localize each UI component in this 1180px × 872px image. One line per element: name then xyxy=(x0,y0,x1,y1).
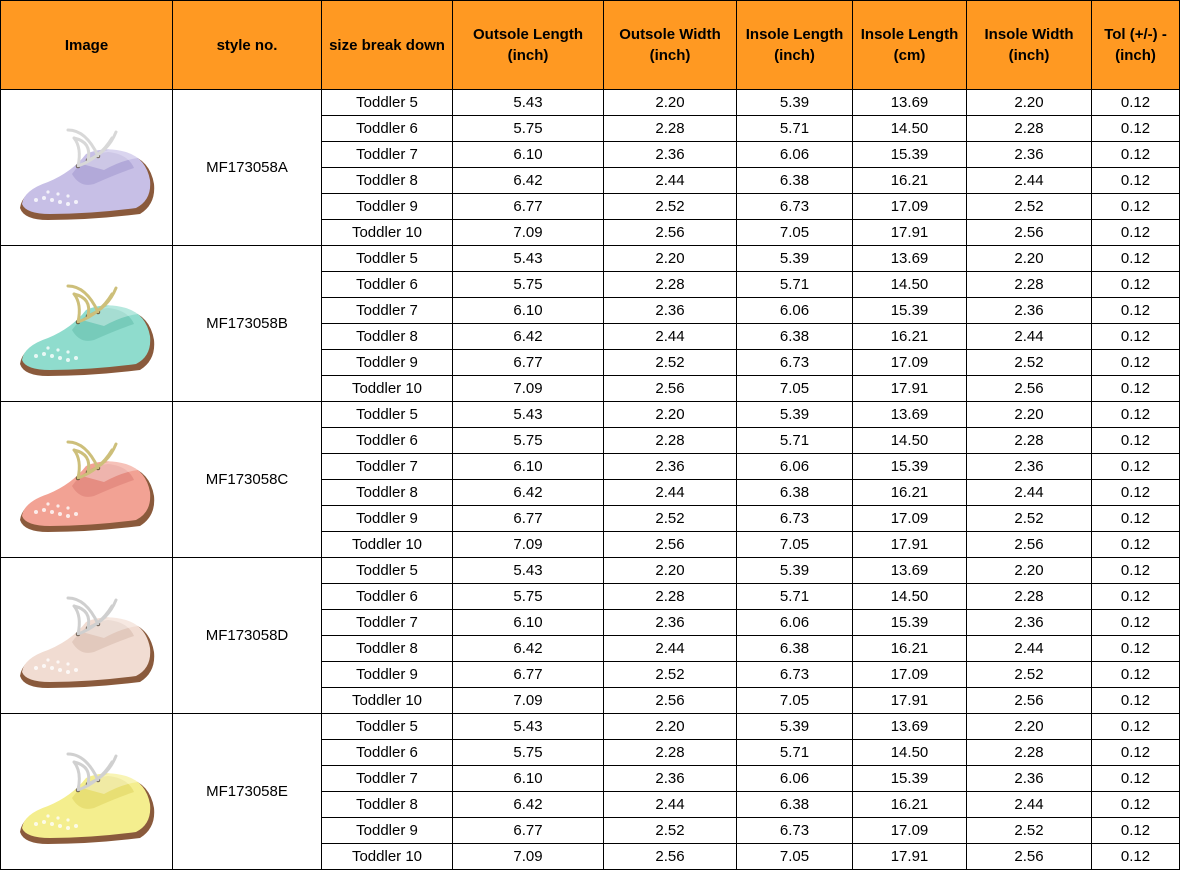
insole-width-inch-cell: 2.20 xyxy=(967,246,1092,272)
tolerance-inch-cell: 0.12 xyxy=(1092,272,1180,298)
header-outsole-width-inch: Outsole Width (inch) xyxy=(604,1,737,90)
insole-width-inch-cell: 2.56 xyxy=(967,532,1092,558)
insole-width-inch-cell: 2.52 xyxy=(967,506,1092,532)
header-outsole-length-inch: Outsole Length (inch) xyxy=(453,1,604,90)
product-image-cell xyxy=(1,402,173,558)
insole-width-inch-cell: 2.36 xyxy=(967,610,1092,636)
insole-length-cm-cell: 17.09 xyxy=(853,818,967,844)
insole-length-inch-cell: 6.06 xyxy=(737,298,853,324)
insole-length-cm-cell: 13.69 xyxy=(853,246,967,272)
size-cell: Toddler 6 xyxy=(322,740,453,766)
tolerance-inch-cell: 0.12 xyxy=(1092,142,1180,168)
insole-length-cm-cell: 16.21 xyxy=(853,636,967,662)
outsole-width-inch-cell: 2.28 xyxy=(604,740,737,766)
lavender-shoe-image xyxy=(12,108,162,228)
outsole-length-inch-cell: 7.09 xyxy=(453,376,604,402)
insole-width-inch-cell: 2.36 xyxy=(967,766,1092,792)
product-image-cell xyxy=(1,246,173,402)
outsole-length-inch-cell: 6.10 xyxy=(453,610,604,636)
insole-length-inch-cell: 6.06 xyxy=(737,454,853,480)
insole-length-inch-cell: 6.06 xyxy=(737,142,853,168)
insole-length-cm-cell: 16.21 xyxy=(853,168,967,194)
size-cell: Toddler 10 xyxy=(322,220,453,246)
insole-width-inch-cell: 2.56 xyxy=(967,844,1092,870)
outsole-length-inch-cell: 5.75 xyxy=(453,272,604,298)
insole-length-inch-cell: 6.38 xyxy=(737,480,853,506)
insole-length-cm-cell: 17.91 xyxy=(853,532,967,558)
outsole-length-inch-cell: 6.77 xyxy=(453,818,604,844)
tolerance-inch-cell: 0.12 xyxy=(1092,480,1180,506)
insole-width-inch-cell: 2.28 xyxy=(967,428,1092,454)
tolerance-inch-cell: 0.12 xyxy=(1092,168,1180,194)
insole-length-cm-cell: 16.21 xyxy=(853,792,967,818)
outsole-width-inch-cell: 2.44 xyxy=(604,480,737,506)
insole-length-cm-cell: 14.50 xyxy=(853,584,967,610)
tolerance-inch-cell: 0.12 xyxy=(1092,298,1180,324)
insole-length-inch-cell: 5.71 xyxy=(737,584,853,610)
size-cell: Toddler 9 xyxy=(322,506,453,532)
outsole-width-inch-cell: 2.20 xyxy=(604,90,737,116)
outsole-length-inch-cell: 5.43 xyxy=(453,90,604,116)
tolerance-inch-cell: 0.12 xyxy=(1092,454,1180,480)
size-cell: Toddler 8 xyxy=(322,168,453,194)
header-insole-length-cm: Insole Length (cm) xyxy=(853,1,967,90)
outsole-length-inch-cell: 5.75 xyxy=(453,116,604,142)
insole-length-cm-cell: 14.50 xyxy=(853,740,967,766)
outsole-width-inch-cell: 2.52 xyxy=(604,350,737,376)
size-cell: Toddler 8 xyxy=(322,480,453,506)
tolerance-inch-cell: 0.12 xyxy=(1092,714,1180,740)
tolerance-inch-cell: 0.12 xyxy=(1092,636,1180,662)
insole-width-inch-cell: 2.28 xyxy=(967,740,1092,766)
coral-shoe-image xyxy=(12,420,162,540)
insole-length-cm-cell: 14.50 xyxy=(853,116,967,142)
outsole-length-inch-cell: 6.42 xyxy=(453,636,604,662)
tolerance-inch-cell: 0.12 xyxy=(1092,402,1180,428)
header-image: Image xyxy=(1,1,173,90)
insole-length-cm-cell: 15.39 xyxy=(853,298,967,324)
insole-length-inch-cell: 7.05 xyxy=(737,532,853,558)
outsole-width-inch-cell: 2.36 xyxy=(604,766,737,792)
insole-length-cm-cell: 16.21 xyxy=(853,324,967,350)
tolerance-inch-cell: 0.12 xyxy=(1092,506,1180,532)
tolerance-inch-cell: 0.12 xyxy=(1092,792,1180,818)
header-insole-length-inch: Insole Length (inch) xyxy=(737,1,853,90)
insole-width-inch-cell: 2.36 xyxy=(967,454,1092,480)
insole-length-inch-cell: 6.73 xyxy=(737,350,853,376)
outsole-width-inch-cell: 2.56 xyxy=(604,688,737,714)
tolerance-inch-cell: 0.12 xyxy=(1092,844,1180,870)
size-cell: Toddler 9 xyxy=(322,194,453,220)
insole-width-inch-cell: 2.44 xyxy=(967,480,1092,506)
insole-length-inch-cell: 6.73 xyxy=(737,506,853,532)
size-cell: Toddler 9 xyxy=(322,818,453,844)
tolerance-inch-cell: 0.12 xyxy=(1092,350,1180,376)
outsole-length-inch-cell: 6.10 xyxy=(453,454,604,480)
size-cell: Toddler 8 xyxy=(322,636,453,662)
outsole-length-inch-cell: 6.42 xyxy=(453,480,604,506)
insole-length-inch-cell: 6.73 xyxy=(737,662,853,688)
insole-width-inch-cell: 2.28 xyxy=(967,272,1092,298)
insole-width-inch-cell: 2.28 xyxy=(967,116,1092,142)
outsole-width-inch-cell: 2.36 xyxy=(604,142,737,168)
tolerance-inch-cell: 0.12 xyxy=(1092,90,1180,116)
insole-length-cm-cell: 13.69 xyxy=(853,402,967,428)
insole-length-inch-cell: 5.39 xyxy=(737,90,853,116)
outsole-width-inch-cell: 2.20 xyxy=(604,558,737,584)
outsole-length-inch-cell: 7.09 xyxy=(453,220,604,246)
size-cell: Toddler 7 xyxy=(322,454,453,480)
style-number-cell: MF173058A xyxy=(173,90,322,246)
outsole-length-inch-cell: 5.75 xyxy=(453,740,604,766)
outsole-width-inch-cell: 2.28 xyxy=(604,428,737,454)
outsole-width-inch-cell: 2.28 xyxy=(604,272,737,298)
style-number-cell: MF173058E xyxy=(173,714,322,870)
table-row xyxy=(1,558,1180,584)
size-cell: Toddler 9 xyxy=(322,662,453,688)
insole-width-inch-cell: 2.52 xyxy=(967,350,1092,376)
outsole-width-inch-cell: 2.20 xyxy=(604,402,737,428)
insole-width-inch-cell: 2.44 xyxy=(967,168,1092,194)
insole-width-inch-cell: 2.44 xyxy=(967,324,1092,350)
outsole-width-inch-cell: 2.44 xyxy=(604,792,737,818)
outsole-length-inch-cell: 5.43 xyxy=(453,246,604,272)
size-cell: Toddler 6 xyxy=(322,584,453,610)
outsole-width-inch-cell: 2.52 xyxy=(604,818,737,844)
tolerance-inch-cell: 0.12 xyxy=(1092,558,1180,584)
outsole-length-inch-cell: 6.77 xyxy=(453,350,604,376)
size-cell: Toddler 5 xyxy=(322,90,453,116)
insole-length-inch-cell: 5.71 xyxy=(737,116,853,142)
outsole-width-inch-cell: 2.52 xyxy=(604,194,737,220)
tolerance-inch-cell: 0.12 xyxy=(1092,740,1180,766)
insole-length-inch-cell: 5.71 xyxy=(737,272,853,298)
size-cell: Toddler 6 xyxy=(322,428,453,454)
tolerance-inch-cell: 0.12 xyxy=(1092,584,1180,610)
size-cell: Toddler 7 xyxy=(322,298,453,324)
size-cell: Toddler 10 xyxy=(322,376,453,402)
outsole-length-inch-cell: 5.75 xyxy=(453,428,604,454)
outsole-width-inch-cell: 2.52 xyxy=(604,662,737,688)
size-cell: Toddler 7 xyxy=(322,610,453,636)
size-cell: Toddler 5 xyxy=(322,246,453,272)
insole-length-inch-cell: 5.39 xyxy=(737,558,853,584)
outsole-width-inch-cell: 2.56 xyxy=(604,844,737,870)
size-cell: Toddler 10 xyxy=(322,844,453,870)
outsole-length-inch-cell: 7.09 xyxy=(453,532,604,558)
outsole-width-inch-cell: 2.28 xyxy=(604,116,737,142)
insole-length-cm-cell: 13.69 xyxy=(853,90,967,116)
tolerance-inch-cell: 0.12 xyxy=(1092,662,1180,688)
insole-length-inch-cell: 6.38 xyxy=(737,792,853,818)
size-cell: Toddler 8 xyxy=(322,324,453,350)
insole-length-inch-cell: 6.73 xyxy=(737,194,853,220)
product-image-cell xyxy=(1,714,173,870)
outsole-length-inch-cell: 6.10 xyxy=(453,766,604,792)
table-row xyxy=(1,402,1180,428)
insole-length-inch-cell: 6.06 xyxy=(737,766,853,792)
yellow-shoe-image xyxy=(12,732,162,852)
tolerance-inch-cell: 0.12 xyxy=(1092,610,1180,636)
insole-width-inch-cell: 2.36 xyxy=(967,142,1092,168)
outsole-length-inch-cell: 6.77 xyxy=(453,506,604,532)
insole-length-inch-cell: 5.39 xyxy=(737,714,853,740)
insole-length-inch-cell: 7.05 xyxy=(737,844,853,870)
insole-width-inch-cell: 2.52 xyxy=(967,818,1092,844)
insole-length-cm-cell: 17.91 xyxy=(853,688,967,714)
insole-width-inch-cell: 2.20 xyxy=(967,714,1092,740)
outsole-width-inch-cell: 2.56 xyxy=(604,532,737,558)
tolerance-inch-cell: 0.12 xyxy=(1092,246,1180,272)
style-number-cell: MF173058B xyxy=(173,246,322,402)
outsole-width-inch-cell: 2.28 xyxy=(604,584,737,610)
outsole-width-inch-cell: 2.44 xyxy=(604,324,737,350)
size-cell: Toddler 10 xyxy=(322,688,453,714)
outsole-width-inch-cell: 2.52 xyxy=(604,506,737,532)
outsole-width-inch-cell: 2.44 xyxy=(604,636,737,662)
size-cell: Toddler 5 xyxy=(322,714,453,740)
size-cell: Toddler 5 xyxy=(322,402,453,428)
tolerance-inch-cell: 0.12 xyxy=(1092,818,1180,844)
product-image-cell xyxy=(1,558,173,714)
insole-length-cm-cell: 17.09 xyxy=(853,350,967,376)
outsole-width-inch-cell: 2.56 xyxy=(604,220,737,246)
insole-width-inch-cell: 2.20 xyxy=(967,90,1092,116)
insole-length-cm-cell: 16.21 xyxy=(853,480,967,506)
outsole-length-inch-cell: 6.10 xyxy=(453,298,604,324)
tolerance-inch-cell: 0.12 xyxy=(1092,428,1180,454)
insole-width-inch-cell: 2.36 xyxy=(967,298,1092,324)
header-style-no: style no. xyxy=(173,1,322,90)
insole-length-cm-cell: 14.50 xyxy=(853,428,967,454)
insole-length-inch-cell: 6.38 xyxy=(737,636,853,662)
insole-width-inch-cell: 2.44 xyxy=(967,792,1092,818)
insole-length-cm-cell: 13.69 xyxy=(853,714,967,740)
outsole-length-inch-cell: 6.42 xyxy=(453,168,604,194)
header-insole-width-inch: Insole Width (inch) xyxy=(967,1,1092,90)
table-row xyxy=(1,714,1180,740)
insole-length-inch-cell: 5.71 xyxy=(737,740,853,766)
outsole-width-inch-cell: 2.36 xyxy=(604,610,737,636)
insole-width-inch-cell: 2.28 xyxy=(967,584,1092,610)
style-number-cell: MF173058C xyxy=(173,402,322,558)
tolerance-inch-cell: 0.12 xyxy=(1092,376,1180,402)
insole-length-cm-cell: 17.91 xyxy=(853,844,967,870)
blush-shoe-image xyxy=(12,576,162,696)
size-cell: Toddler 6 xyxy=(322,116,453,142)
tolerance-inch-cell: 0.12 xyxy=(1092,220,1180,246)
outsole-length-inch-cell: 5.75 xyxy=(453,584,604,610)
insole-length-cm-cell: 15.39 xyxy=(853,766,967,792)
outsole-length-inch-cell: 6.10 xyxy=(453,142,604,168)
insole-length-cm-cell: 17.09 xyxy=(853,506,967,532)
outsole-length-inch-cell: 5.43 xyxy=(453,714,604,740)
insole-length-cm-cell: 17.91 xyxy=(853,220,967,246)
header-row xyxy=(1,1,1180,90)
insole-length-inch-cell: 5.71 xyxy=(737,428,853,454)
insole-length-cm-cell: 15.39 xyxy=(853,454,967,480)
insole-length-cm-cell: 15.39 xyxy=(853,142,967,168)
tolerance-inch-cell: 0.12 xyxy=(1092,532,1180,558)
insole-length-inch-cell: 5.39 xyxy=(737,246,853,272)
insole-width-inch-cell: 2.20 xyxy=(967,558,1092,584)
insole-length-cm-cell: 13.69 xyxy=(853,558,967,584)
insole-length-inch-cell: 6.06 xyxy=(737,610,853,636)
insole-width-inch-cell: 2.52 xyxy=(967,662,1092,688)
insole-width-inch-cell: 2.20 xyxy=(967,402,1092,428)
outsole-length-inch-cell: 6.77 xyxy=(453,662,604,688)
product-image-cell xyxy=(1,90,173,246)
size-cell: Toddler 7 xyxy=(322,142,453,168)
outsole-width-inch-cell: 2.44 xyxy=(604,168,737,194)
outsole-length-inch-cell: 6.42 xyxy=(453,324,604,350)
size-cell: Toddler 10 xyxy=(322,532,453,558)
tolerance-inch-cell: 0.12 xyxy=(1092,194,1180,220)
outsole-length-inch-cell: 5.43 xyxy=(453,558,604,584)
header-tolerance-inch: Tol (+/-) - (inch) xyxy=(1092,1,1180,90)
insole-width-inch-cell: 2.56 xyxy=(967,688,1092,714)
insole-width-inch-cell: 2.56 xyxy=(967,376,1092,402)
style-number-cell: MF173058D xyxy=(173,558,322,714)
tolerance-inch-cell: 0.12 xyxy=(1092,766,1180,792)
insole-length-inch-cell: 6.38 xyxy=(737,324,853,350)
outsole-width-inch-cell: 2.36 xyxy=(604,298,737,324)
insole-length-cm-cell: 15.39 xyxy=(853,610,967,636)
size-cell: Toddler 7 xyxy=(322,766,453,792)
insole-width-inch-cell: 2.56 xyxy=(967,220,1092,246)
table-row xyxy=(1,90,1180,116)
insole-length-cm-cell: 14.50 xyxy=(853,272,967,298)
tolerance-inch-cell: 0.12 xyxy=(1092,324,1180,350)
insole-length-cm-cell: 17.09 xyxy=(853,194,967,220)
insole-length-inch-cell: 6.73 xyxy=(737,818,853,844)
insole-length-inch-cell: 6.38 xyxy=(737,168,853,194)
tolerance-inch-cell: 0.12 xyxy=(1092,688,1180,714)
outsole-length-inch-cell: 6.42 xyxy=(453,792,604,818)
insole-length-inch-cell: 7.05 xyxy=(737,688,853,714)
size-cell: Toddler 6 xyxy=(322,272,453,298)
outsole-length-inch-cell: 5.43 xyxy=(453,402,604,428)
size-cell: Toddler 9 xyxy=(322,350,453,376)
outsole-width-inch-cell: 2.36 xyxy=(604,454,737,480)
insole-width-inch-cell: 2.44 xyxy=(967,636,1092,662)
outsole-length-inch-cell: 7.09 xyxy=(453,688,604,714)
mint-shoe-image xyxy=(12,264,162,384)
table-row xyxy=(1,246,1180,272)
insole-length-inch-cell: 7.05 xyxy=(737,376,853,402)
outsole-width-inch-cell: 2.56 xyxy=(604,376,737,402)
header-size-breakdown: size break down xyxy=(322,1,453,90)
insole-length-cm-cell: 17.91 xyxy=(853,376,967,402)
tolerance-inch-cell: 0.12 xyxy=(1092,116,1180,142)
size-cell: Toddler 5 xyxy=(322,558,453,584)
outsole-length-inch-cell: 7.09 xyxy=(453,844,604,870)
outsole-length-inch-cell: 6.77 xyxy=(453,194,604,220)
insole-width-inch-cell: 2.52 xyxy=(967,194,1092,220)
insole-length-inch-cell: 7.05 xyxy=(737,220,853,246)
size-cell: Toddler 8 xyxy=(322,792,453,818)
insole-length-cm-cell: 17.09 xyxy=(853,662,967,688)
outsole-width-inch-cell: 2.20 xyxy=(604,714,737,740)
outsole-width-inch-cell: 2.20 xyxy=(604,246,737,272)
insole-length-inch-cell: 5.39 xyxy=(737,402,853,428)
